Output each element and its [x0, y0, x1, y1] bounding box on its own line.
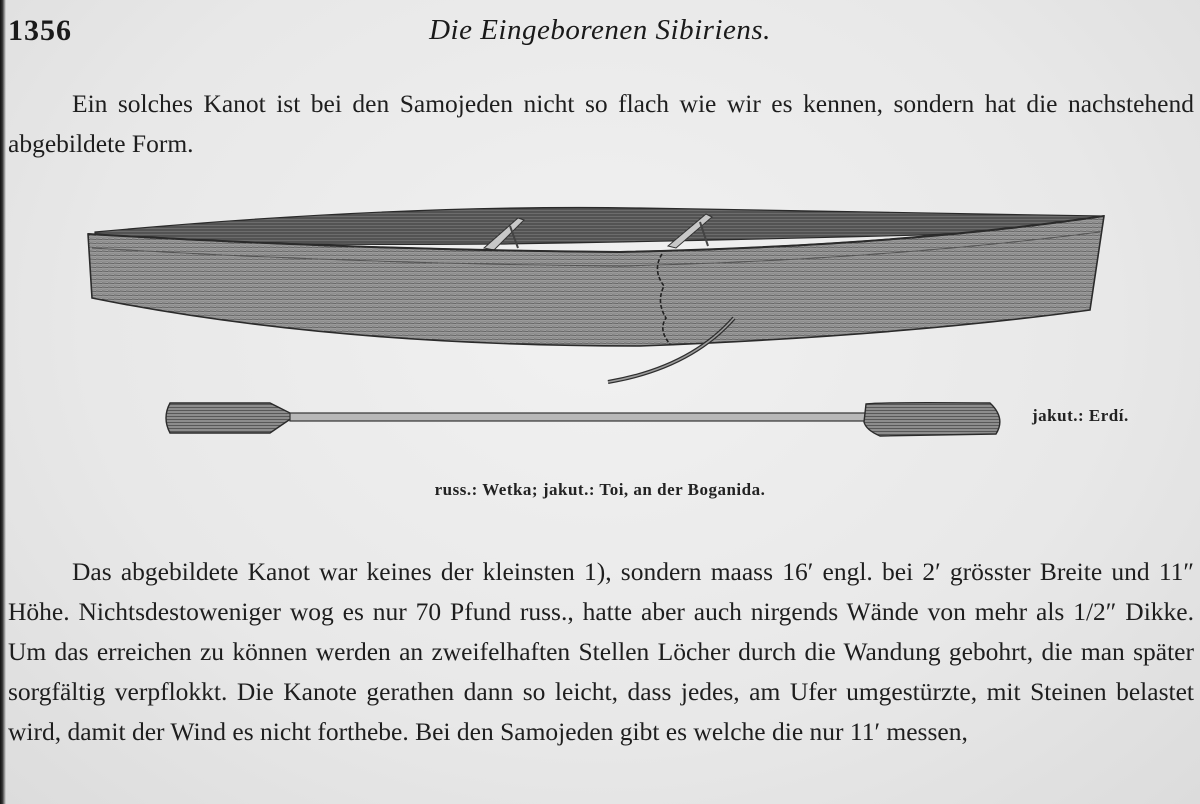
page-number: 1356 [8, 14, 72, 47]
paddle-label: jakut.: Erdí. [1032, 406, 1129, 425]
body-paragraph: Das abgebildete Kanot war keines der kleinsten 1), sondern maass 16′ engl. bei 2′ grösster Breite und 11″ Höhe. Nichtsdestoweniger wog es nur 70 Pfund russ., hatte aber auch nirgends Wände von mehr als 1/2″ Dikke. Um das erreichen zu können werden an zweifelhaften Stellen Löcher durch die Wandung gebohrt, die man später sorgfältig verpflokkt. Die Kanote gerathen dann so leicht, dass jedes, am Ufer umgestürzte, mit Steinen belastet wird, damit der Wind es nicht forthebe. Bei den Samojeden gibt es welche die nur 11′ messen, [8, 557, 1194, 746]
canoe-and-paddle-illustration [0, 190, 1200, 450]
figure-caption: russ.: Wetka; jakut.: Toi, an der Boganida. [434, 480, 766, 499]
intro-paragraph: Ein solches Kanot ist bei den Samojeden nicht so flach wie wir es kennen, sondern hat die nachstehend abgebildete Form. [8, 89, 1194, 158]
double-paddle [166, 403, 1000, 436]
canoe-engraving-figure [0, 190, 1200, 450]
running-title: Die Eingeborenen Sibiriens. [429, 14, 771, 46]
